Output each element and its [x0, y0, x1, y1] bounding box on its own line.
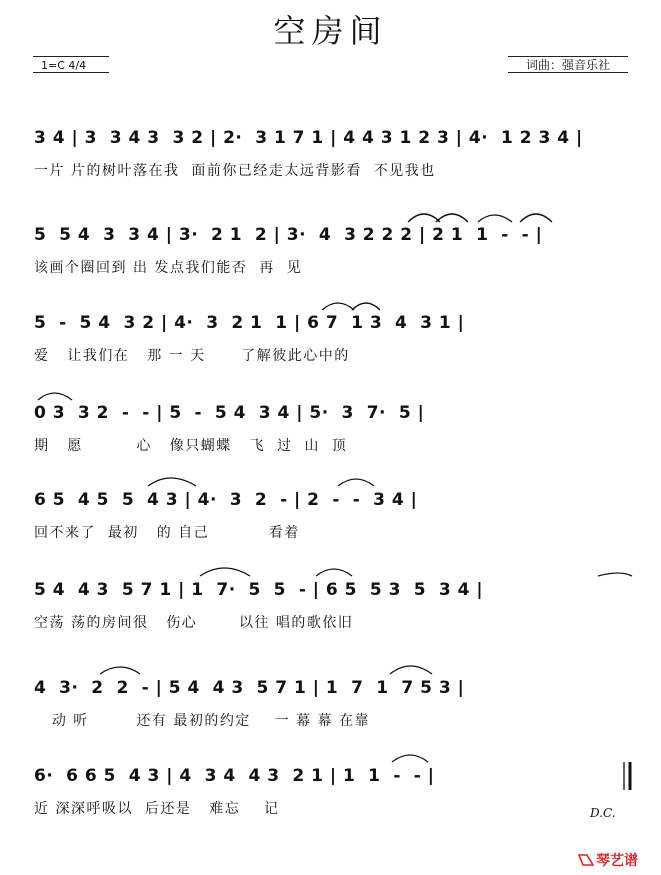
slur-mark	[316, 569, 352, 576]
slur-mark	[100, 667, 140, 674]
slur-mark	[390, 666, 432, 674]
notation-line: 3 4 | 3 3 4 3 3 2 | 2· 3 1 7 1 | 4 4 3 1 2 3 | 4· 1 2 3 4 |	[34, 128, 583, 148]
notation-line: 0 3 3 2 - - | 5 - 5 4 3 4 | 5· 3 7· 5 |	[34, 403, 425, 423]
watermark-text: 琴艺谱	[596, 853, 638, 869]
lyric-line: 期 愿 心 像只蝴蝶 飞 过 山 顶	[34, 438, 348, 454]
credit-label: 词曲：强音乐社	[508, 56, 628, 73]
lyric-line: 回不来了 最初 的 自己 看着	[34, 525, 300, 541]
notation-line: 6· 6 6 5 4 3 | 4 3 4 4 3 2 1 | 1 1 - - |	[34, 766, 435, 786]
key-signature: 1=C 4/4	[33, 56, 109, 73]
slur-mark	[352, 303, 380, 310]
slur-mark	[598, 573, 632, 576]
notation-line: 5 4 4 3 5 7 1 | 1 7· 5 5 - | 6 5 5 3 5 3 4 |	[34, 580, 484, 600]
lyric-line: 动 听 还有 最初的约定 一 幕 幕 在靠	[34, 713, 371, 729]
song-title: 空房间	[273, 12, 388, 50]
slur-mark	[520, 214, 552, 222]
notation-line: 6 5 4 5 5 4 3 | 4· 3 2 - | 2 - - 3 4 |	[34, 490, 418, 510]
lyric-line: 一片 片的树叶落在我 面前你已经走太远背影看 不见我也	[34, 163, 436, 179]
slur-mark	[322, 303, 354, 310]
slur-mark	[392, 755, 428, 762]
slur-mark	[38, 393, 72, 400]
slur-mark	[338, 479, 374, 486]
slur-mark	[200, 568, 250, 576]
notation-line: 5 - 5 4 3 2 | 4· 3 2 1 1 | 6 7 1 3 4 3 1 |	[34, 313, 465, 333]
watermark	[578, 850, 638, 870]
slur-mark	[408, 214, 440, 222]
da-capo-mark: D.C.	[590, 806, 616, 820]
lyric-line: 近 深深呼吸以 后还是 难忘 记	[34, 801, 280, 817]
piano-logo-icon	[578, 853, 594, 867]
slur-mark	[148, 478, 196, 486]
lyric-line: 该画个圈回到 出 发点我们能否 再 见	[34, 260, 303, 276]
notation-line: 4 3· 2 2 - | 5 4 4 3 5 7 1 | 1 7 1 7 5 3 |	[34, 678, 465, 698]
lyric-line: 空荡 荡的房间很 伤心 以往 唱的歌依旧	[34, 615, 354, 631]
slur-mark	[436, 214, 468, 222]
slur-mark	[478, 215, 512, 222]
notation-line: 5 5 4 3 3 4 | 3· 2 1 2 | 3· 4 3 2 2 2 | 2 1 1 - - |	[34, 225, 543, 245]
lyric-line: 爱 让我们在 那 一 天 了解彼此心中的	[34, 348, 350, 364]
